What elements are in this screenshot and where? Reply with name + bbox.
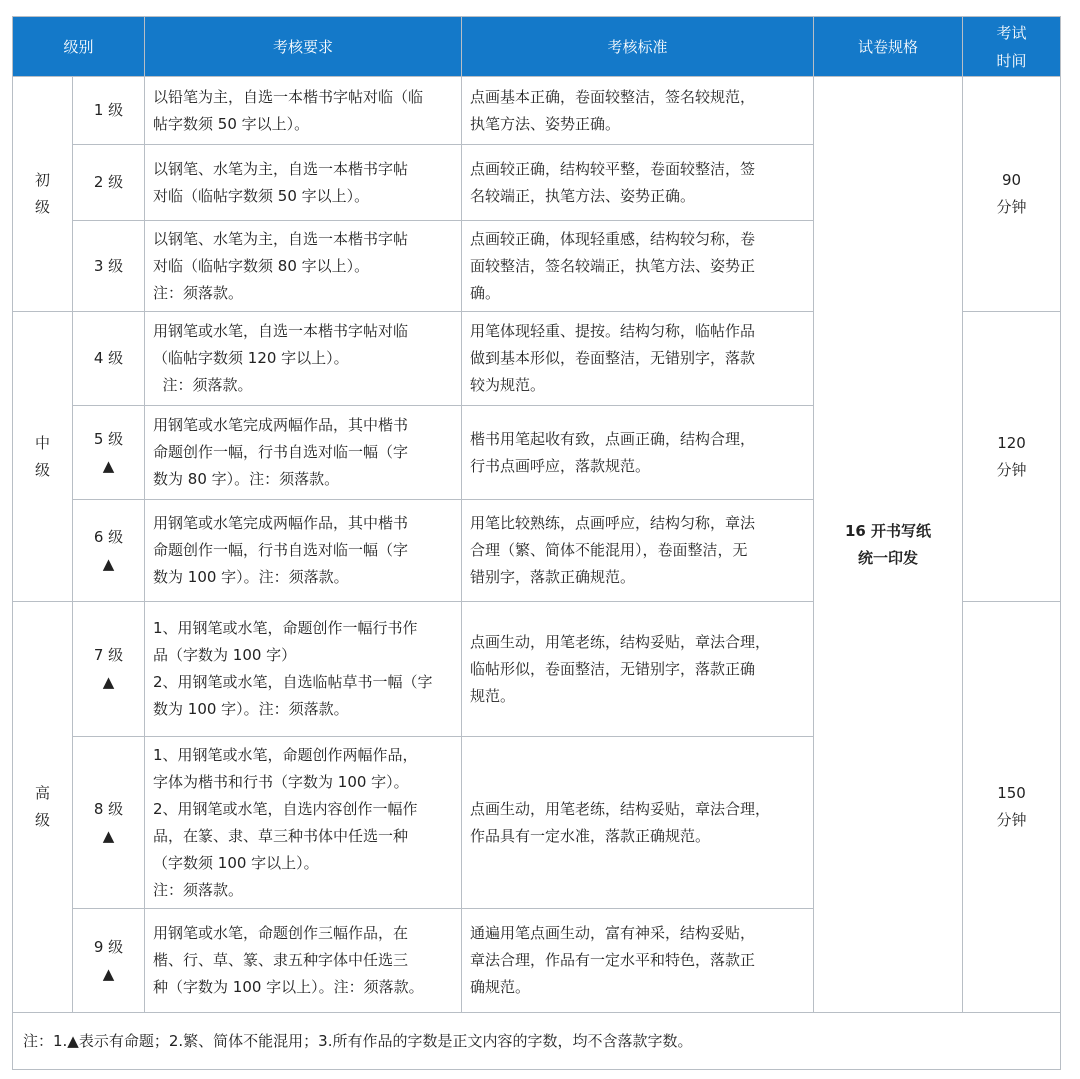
level-label: 2 级 <box>93 173 124 191</box>
requirement-line: 种（字数为 100 字以上）。注：须落款。 <box>153 978 424 996</box>
level-label: 1 级 <box>93 101 124 119</box>
level-label: ▲ <box>102 826 115 845</box>
standard-line: 执笔方法、姿势正确。 <box>470 114 621 133</box>
requirement-line: 注：须落款。 <box>153 880 244 899</box>
standard-cell <box>462 312 814 406</box>
requirement-line: 用钢笔或水笔完成两幅作品，其中楷书 <box>153 514 409 532</box>
standard-line: 点画生动，用笔老练，结构妥贴，章法合理， <box>470 799 771 818</box>
requirement-line: 用钢笔或水笔完成两幅作品，其中楷书 <box>153 416 409 434</box>
footnote: 注：1.▲表示有命题；2.繁、简体不能混用；3.所有作品的字数是正文内容的字数，均不含落款字数。 <box>13 1013 1061 1070</box>
requirement-line: 楷、行、草、篆、隶五种字体中任选三 <box>153 951 409 969</box>
level-cell <box>73 312 145 406</box>
level-cell <box>73 77 145 145</box>
standard-cell <box>462 500 814 602</box>
standard-line: 作品具有一定水准，落款正确规范。 <box>470 826 711 845</box>
footnote-row <box>13 1013 1061 1070</box>
standard-line: 做到基本形似，卷面整洁，无错别字，落款 <box>470 349 756 367</box>
standard-line: 用笔体现轻重、提按。结构匀称，临帖作品 <box>470 322 756 340</box>
standard-cell <box>462 406 814 500</box>
requirement-cell <box>145 221 462 312</box>
requirement-line: 命题创作一幅，行书自选对临一幅（字 <box>153 541 409 559</box>
level-cell <box>73 737 145 909</box>
standard-line: 行书点画呼应，落款规范。 <box>470 456 651 475</box>
time-value: 120 <box>997 433 1026 452</box>
standard-line: 错别字，落款正确规范。 <box>470 568 636 586</box>
time-value: 150 <box>997 784 1026 802</box>
level-label: ▲ <box>102 673 115 691</box>
requirement-cell <box>145 77 462 145</box>
standard-line: 点画基本正确，卷面较整洁，签名较规范， <box>470 87 756 106</box>
standard-cell <box>462 909 814 1013</box>
requirement-line: 数为 100 字）。注：须落款。 <box>153 700 349 718</box>
time-cell-intermediate <box>963 312 1061 602</box>
standard-line: 较为规范。 <box>470 376 546 394</box>
standard-line: 点画较正确，结构较平整，卷面较整洁，签 <box>470 159 756 178</box>
group-name-char: 级 <box>34 198 50 216</box>
time-cell-senior <box>963 602 1061 1013</box>
level-label: 3 级 <box>93 256 124 275</box>
requirement-line: 品，在篆、隶、草三种书体中任选一种 <box>153 826 409 845</box>
requirement-cell <box>145 737 462 909</box>
level-cell <box>73 909 145 1013</box>
requirement-cell <box>145 909 462 1013</box>
standard-line: 名较端正，执笔方法、姿势正确。 <box>470 186 696 205</box>
level-cell <box>73 221 145 312</box>
level-label: 7 级 <box>93 646 124 664</box>
paper-spec-cell <box>814 77 963 1013</box>
requirement-line: 1、用钢笔或水笔，命题创作一幅行书作 <box>153 619 418 637</box>
standard-line: 规范。 <box>470 686 516 705</box>
requirement-line: 数为 80 字）。注：须落款。 <box>153 470 340 488</box>
requirement-line: 2、用钢笔或水笔，自选临帖草书一幅（字 <box>153 673 433 691</box>
exam-standards-table <box>12 16 1061 1070</box>
level-label: 9 级 <box>93 937 124 956</box>
requirement-line: 以铅笔为主，自选一本楷书字帖对临（临 <box>153 87 424 106</box>
requirement-line: 对临（临帖字数须 80 字以上）。 <box>153 256 370 275</box>
standard-line: 确。 <box>470 283 501 302</box>
standard-line: 章法合理，作品有一定水平和特色，落款正 <box>470 951 756 969</box>
level-label: ▲ <box>102 554 115 573</box>
time-unit: 分钟 <box>996 460 1027 479</box>
header-level: 级别 <box>13 17 145 77</box>
requirement-line: 数为 100 字）。注：须落款。 <box>153 568 349 586</box>
requirement-cell <box>145 500 462 602</box>
requirement-cell <box>145 602 462 737</box>
header-time-line: 时间 <box>996 51 1027 70</box>
paper-spec-line: 16 开书写纸 <box>844 521 932 540</box>
group-name-char: 级 <box>34 811 50 829</box>
standard-line: 临帖形似，卷面整洁，无错别字，落款正确 <box>470 659 756 678</box>
time-cell-junior <box>963 77 1061 312</box>
header-requirement: 考核要求 <box>145 17 462 77</box>
standard-line: 点画生动，用笔老练，结构妥贴，章法合理， <box>470 632 771 651</box>
requirement-line: 帖字数须 50 字以上）。 <box>153 114 310 133</box>
requirement-line: 用钢笔或水笔，命题创作三幅作品，在 <box>153 924 409 942</box>
standard-cell <box>462 737 814 909</box>
requirement-line: 注：须落款。 <box>153 376 253 394</box>
group-cell-junior <box>13 77 73 312</box>
level-label: 5 级 <box>93 429 124 448</box>
requirement-line: 注：须落款。 <box>153 283 244 302</box>
time-unit: 分钟 <box>996 811 1027 829</box>
group-name-char: 初 <box>34 171 50 189</box>
header-time <box>963 17 1061 77</box>
level-label: 4 级 <box>93 349 124 367</box>
requirement-cell <box>145 406 462 500</box>
header-paper: 试卷规格 <box>814 17 963 77</box>
level-label: 8 级 <box>93 799 124 818</box>
standard-line: 通遍用笔点画生动，富有神采，结构妥贴， <box>470 924 756 942</box>
requirement-line: 2、用钢笔或水笔，自选内容创作一幅作 <box>153 799 418 818</box>
requirement-line: 字体为楷书和行书（字数为 100 字）。 <box>153 772 409 791</box>
standard-cell <box>462 221 814 312</box>
level-cell <box>73 500 145 602</box>
group-cell-senior <box>13 602 73 1013</box>
requirement-line: （临帖字数须 120 字以上）。 <box>153 349 349 367</box>
requirement-line: 品（字数为 100 字） <box>153 646 297 664</box>
requirement-cell <box>145 312 462 406</box>
standard-line: 合理（繁、简体不能混用），卷面整洁，无 <box>470 541 748 559</box>
group-name-char: 中 <box>34 433 50 452</box>
time-value: 90 <box>1001 171 1022 189</box>
standard-cell <box>462 77 814 145</box>
table-row <box>13 77 1061 145</box>
time-unit: 分钟 <box>996 198 1027 216</box>
requirement-line: 对临（临帖字数须 50 字以上）。 <box>153 186 370 205</box>
requirement-cell <box>145 145 462 221</box>
group-name-char: 级 <box>34 460 50 479</box>
standard-line: 楷书用笔起收有致，点画正确，结构合理， <box>470 429 756 448</box>
paper-spec-line: 统一印发 <box>858 548 919 567</box>
standard-line: 确规范。 <box>470 978 531 996</box>
level-label: ▲ <box>102 456 115 475</box>
group-cell-intermediate <box>13 312 73 602</box>
level-label: ▲ <box>102 964 115 983</box>
level-cell <box>73 406 145 500</box>
standard-cell <box>462 602 814 737</box>
level-cell <box>73 145 145 221</box>
requirement-line: 用钢笔或水笔，自选一本楷书字帖对临 <box>153 322 409 340</box>
header-row <box>13 17 1061 77</box>
standard-line: 用笔比较熟练，点画呼应，结构匀称，章法 <box>470 514 756 532</box>
requirement-line: 命题创作一幅，行书自选对临一幅（字 <box>153 443 409 461</box>
requirement-line: 以钢笔、水笔为主，自选一本楷书字帖 <box>153 159 409 178</box>
requirement-line: 1、用钢笔或水笔，命题创作两幅作品， <box>153 745 418 764</box>
standard-cell <box>462 145 814 221</box>
requirement-line: （字数须 100 字以上）。 <box>153 853 319 872</box>
group-name-char: 高 <box>34 784 50 802</box>
standard-line: 点画较正确，体现轻重感，结构较匀称，卷 <box>470 229 756 248</box>
header-standard: 考核标准 <box>462 17 814 77</box>
header-time-line: 考试 <box>996 23 1027 42</box>
level-label: 6 级 <box>93 527 124 546</box>
standard-line: 面较整洁，签名较端正，执笔方法、姿势正 <box>470 256 756 275</box>
requirement-line: 以钢笔、水笔为主，自选一本楷书字帖 <box>153 229 409 248</box>
level-cell <box>73 602 145 737</box>
